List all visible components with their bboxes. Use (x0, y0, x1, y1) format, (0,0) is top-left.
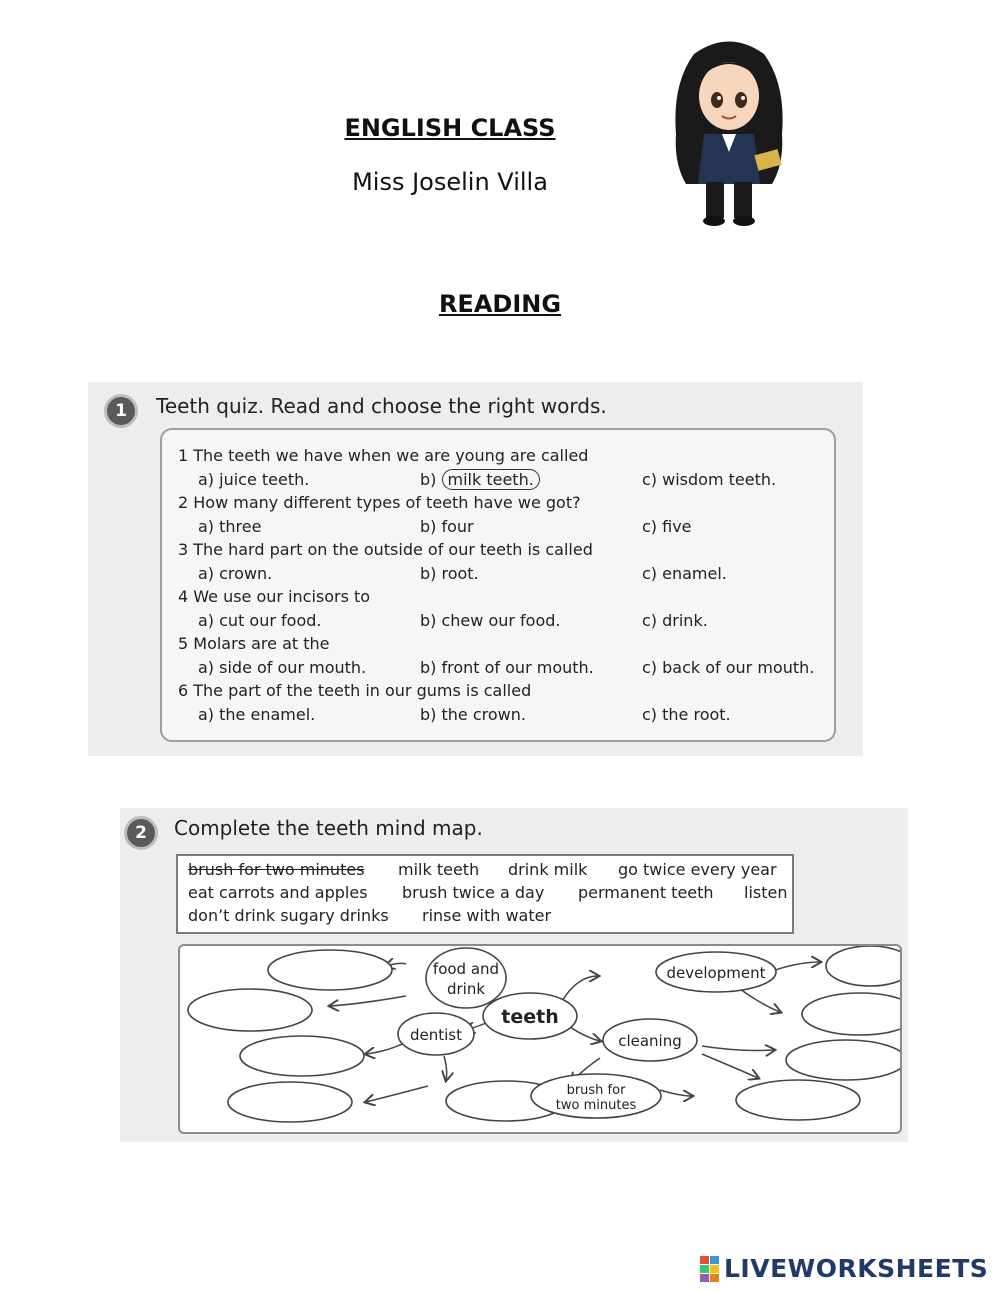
q4-option-a[interactable]: a) cut our food. (198, 611, 322, 630)
q1-option-a[interactable]: a) juice teeth. (198, 470, 310, 489)
class-title: ENGLISH CLASS (344, 114, 556, 142)
word-bank-item: listen (744, 883, 788, 902)
q1-option-b[interactable] (420, 470, 540, 489)
node-label-brush-1: brush for (566, 1083, 626, 1098)
q6-option-c[interactable]: c) the root. (642, 705, 731, 724)
node-label-teeth: teeth (501, 1006, 559, 1028)
mind-map (178, 944, 902, 1134)
blank-oval[interactable] (786, 1040, 900, 1080)
word-bank (176, 854, 794, 934)
exercise-2-title: Complete the teeth mind map. (174, 816, 483, 840)
question-6: 6 The part of the teeth in our gums is called (178, 681, 532, 700)
q5-option-b[interactable]: b) front of our mouth. (420, 658, 594, 677)
quiz-box (160, 428, 836, 742)
exercise-1-panel (88, 382, 863, 756)
q6-option-b[interactable]: b) the crown. (420, 705, 526, 724)
word-bank-item: don’t drink sugary drinks (188, 906, 389, 925)
exercise-2-panel (120, 808, 908, 1142)
question-2: 2 How many different types of teeth have we got? (178, 493, 581, 512)
q5-option-a[interactable]: a) side of our mouth. (198, 658, 367, 677)
q5-option-c[interactable]: c) back of our mouth. (642, 658, 815, 677)
node-label-food-2: drink (446, 980, 486, 998)
question-3: 3 The hard part on the outside of our teeth is called (178, 540, 593, 559)
q1-option-c[interactable]: c) wisdom teeth. (642, 470, 777, 489)
node-label-brush-2: two minutes (555, 1098, 637, 1113)
word-bank-item: brush for two minutes (188, 860, 365, 879)
blank-oval[interactable] (188, 989, 312, 1031)
teacher-name: Miss Joselin Villa (352, 168, 548, 196)
word-bank-item: milk teeth (398, 860, 480, 879)
footer-brand: LIVEWORKSHEETS (724, 1254, 989, 1283)
mind-map-drawing (180, 946, 900, 1132)
teacher-avatar-illustration (664, 34, 794, 229)
q3-option-b[interactable]: b) root. (420, 564, 479, 583)
node-food-and-drink (426, 948, 506, 1008)
q3-option-a[interactable]: a) crown. (198, 564, 273, 583)
q1-option-b-circled-answer: milk teeth. (442, 469, 540, 490)
q4-option-c[interactable]: c) drink. (642, 611, 708, 630)
question-1: 1 The teeth we have when we are young are called (178, 446, 589, 465)
section-title: READING (438, 290, 562, 318)
blank-oval[interactable] (268, 950, 392, 990)
node-label-dentist: dentist (409, 1026, 463, 1044)
q2-option-b[interactable]: b) four (420, 517, 474, 536)
q4-option-b[interactable]: b) chew our food. (420, 611, 561, 630)
blank-oval[interactable] (240, 1036, 364, 1076)
blank-oval[interactable] (228, 1082, 352, 1122)
q1-option-b-letter: b) (420, 470, 437, 489)
word-bank-item: brush twice a day (402, 883, 545, 902)
q2-option-a[interactable]: a) three (198, 517, 262, 536)
exercise-2-number: 2 (124, 816, 158, 850)
question-4: 4 We use our incisors to (178, 587, 371, 606)
exercise-1-number: 1 (104, 394, 138, 428)
word-bank-item: go twice every year (618, 860, 777, 879)
word-bank-item: rinse with water (422, 906, 552, 925)
blank-oval[interactable] (736, 1080, 860, 1120)
q2-option-c[interactable]: c) five (642, 517, 692, 536)
q6-option-a[interactable]: a) the enamel. (198, 705, 316, 724)
q3-option-c[interactable]: c) enamel. (642, 564, 727, 583)
exercise-1-title: Teeth quiz. Read and choose the right words. (156, 394, 607, 418)
node-label-cleaning: cleaning (618, 1032, 682, 1050)
word-bank-item: drink milk (508, 860, 588, 879)
word-bank-item: permanent teeth (578, 883, 714, 902)
blank-oval[interactable] (826, 946, 900, 986)
node-label-food-1: food and (432, 960, 500, 978)
node-label-development: development (666, 964, 766, 982)
liveworksheets-logo-icon (700, 1256, 720, 1282)
question-5: 5 Molars are at the (178, 634, 330, 653)
word-bank-item: eat carrots and apples (188, 883, 368, 902)
blank-oval[interactable] (802, 993, 900, 1035)
